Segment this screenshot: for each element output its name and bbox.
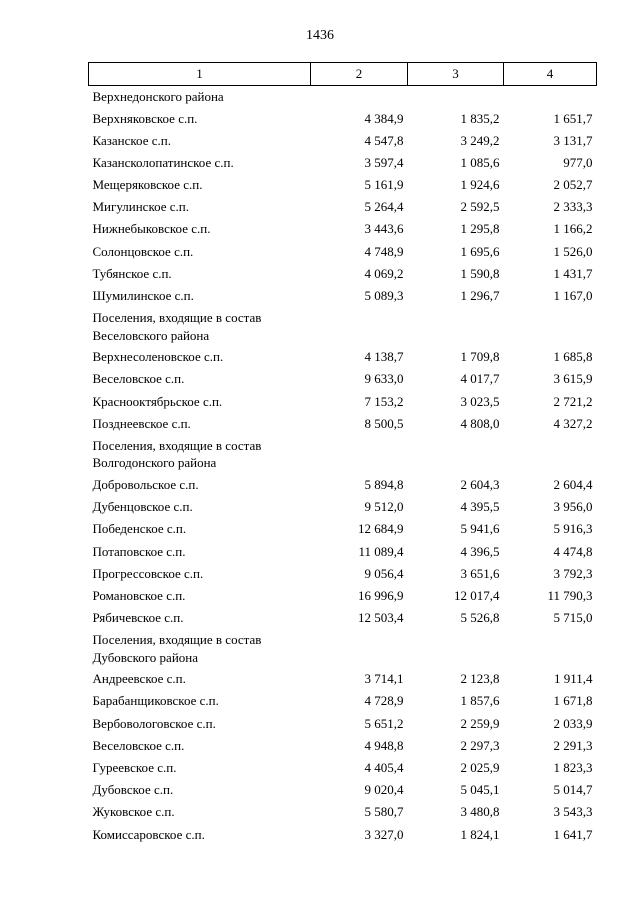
value-col-2 bbox=[311, 629, 408, 668]
table-row bbox=[89, 263, 597, 285]
settlement-name: Нижнебыковское с.п. bbox=[92, 221, 211, 237]
table-row bbox=[89, 563, 597, 585]
settlement-name: Комиссаровское с.п. bbox=[92, 826, 205, 842]
value-col-4: 977,0 bbox=[563, 154, 593, 170]
value-col-2: 4 069,2 bbox=[364, 265, 404, 281]
value-col-4 bbox=[504, 307, 597, 346]
value-col-2: 4 547,8 bbox=[364, 132, 404, 148]
value-col-3: 4 808,0 bbox=[460, 415, 500, 431]
settlement-name: Позднеевское с.п. bbox=[92, 415, 191, 431]
settlement-name: Казанское с.п. bbox=[92, 132, 171, 148]
value-col-3 bbox=[408, 86, 504, 108]
settlement-name: Победенское с.п. bbox=[92, 521, 187, 537]
table-row bbox=[89, 474, 597, 496]
value-col-4: 3 792,3 bbox=[553, 565, 593, 581]
table-row bbox=[89, 607, 597, 629]
value-col-4: 2 033,9 bbox=[553, 715, 593, 731]
value-col-3: 3 249,2 bbox=[460, 132, 500, 148]
settlement-name: Рябичевское с.п. bbox=[92, 610, 184, 626]
value-col-3: 2 604,3 bbox=[460, 476, 500, 492]
district-heading: Верхнедонского района bbox=[92, 89, 224, 104]
value-col-2: 3 714,1 bbox=[364, 671, 404, 687]
value-col-3: 5 526,8 bbox=[460, 610, 500, 626]
value-col-4: 3 543,3 bbox=[553, 804, 593, 820]
settlement-name: Романовское с.п. bbox=[92, 587, 186, 603]
value-col-3: 1 590,8 bbox=[460, 265, 500, 281]
value-col-3: 5 045,1 bbox=[460, 782, 500, 798]
value-col-3: 2 592,5 bbox=[460, 199, 500, 215]
value-col-2: 12 503,4 bbox=[358, 610, 404, 626]
value-col-4: 1 526,0 bbox=[553, 243, 593, 259]
value-col-3: 1 857,6 bbox=[460, 693, 500, 709]
district-heading: Поселения, входящие в состав Веселовского района bbox=[92, 310, 262, 343]
value-col-4: 1 431,7 bbox=[553, 265, 593, 281]
table-row bbox=[89, 196, 597, 218]
page-number: 1436 bbox=[306, 28, 334, 43]
settlement-name: Мещеряковское с.п. bbox=[92, 177, 203, 193]
table-row bbox=[89, 735, 597, 757]
value-col-3: 2 123,8 bbox=[460, 671, 500, 687]
settlement-name: Андреевское с.п. bbox=[92, 671, 186, 687]
value-col-2 bbox=[311, 435, 408, 474]
value-col-2 bbox=[311, 307, 408, 346]
table-row bbox=[89, 824, 597, 846]
table-row bbox=[89, 130, 597, 152]
value-col-3: 4 396,5 bbox=[460, 543, 500, 559]
value-col-3: 4 017,7 bbox=[460, 371, 500, 387]
district-heading-row bbox=[89, 86, 597, 108]
value-col-4: 1 166,2 bbox=[553, 221, 593, 237]
value-col-4: 1 823,3 bbox=[553, 760, 593, 775]
value-col-4: 2 052,7 bbox=[553, 177, 593, 193]
value-col-4: 11 790,3 bbox=[547, 587, 593, 603]
value-col-4: 3 615,9 bbox=[553, 371, 593, 387]
settlement-name: Казансколопатинское с.п. bbox=[92, 154, 234, 170]
value-col-4: 1 651,7 bbox=[553, 110, 593, 126]
value-col-3: 4 395,5 bbox=[460, 499, 500, 515]
settlement-name: Барабанщиковское с.п. bbox=[92, 693, 219, 709]
value-col-4: 2 721,2 bbox=[553, 393, 593, 409]
value-col-3: 3 651,6 bbox=[460, 565, 500, 581]
value-col-4: 3 956,0 bbox=[553, 499, 593, 515]
value-col-2: 9 056,4 bbox=[364, 565, 404, 581]
table-row bbox=[89, 108, 597, 130]
value-col-3: 1 709,8 bbox=[460, 349, 500, 365]
settlement-name: Верхняковское с.п. bbox=[92, 110, 198, 126]
table-row bbox=[89, 801, 597, 823]
value-col-4: 4 327,2 bbox=[553, 415, 593, 431]
value-col-3 bbox=[408, 435, 504, 474]
budget-table bbox=[88, 62, 597, 846]
settlement-name: Тубянское с.п. bbox=[92, 265, 172, 281]
settlement-name: Веселовское с.п. bbox=[92, 737, 185, 753]
column-header-4: 4 bbox=[504, 63, 597, 86]
settlement-name: Прогрессовское с.п. bbox=[92, 565, 204, 581]
table-row bbox=[89, 391, 597, 413]
value-col-4 bbox=[504, 86, 597, 108]
table-row bbox=[89, 174, 597, 196]
value-col-4: 1 671,8 bbox=[553, 693, 593, 709]
column-header-3: 3 bbox=[408, 63, 504, 86]
value-col-4: 1 911,4 bbox=[553, 671, 593, 687]
value-col-2: 4 138,7 bbox=[364, 349, 404, 365]
district-heading: Поселения, входящие в состав Дубовского района bbox=[92, 632, 262, 665]
settlement-name: Краснооктябрьское с.п. bbox=[92, 393, 223, 409]
column-header-2: 2 bbox=[311, 63, 408, 86]
value-col-4: 1 685,8 bbox=[553, 349, 593, 365]
column-header-1: 1 bbox=[89, 63, 311, 86]
value-col-4 bbox=[504, 435, 597, 474]
value-col-2: 5 894,8 bbox=[364, 476, 404, 492]
settlement-name: Солонцовское с.п. bbox=[92, 243, 194, 259]
value-col-3: 1 295,8 bbox=[460, 221, 500, 237]
value-col-3: 1 296,7 bbox=[460, 288, 500, 303]
value-col-2: 5 089,3 bbox=[364, 288, 404, 303]
value-col-2: 4 384,9 bbox=[364, 110, 404, 126]
district-heading: Поселения, входящие в состав Волгодонского района bbox=[92, 437, 262, 471]
district-heading-row bbox=[89, 435, 597, 474]
table-row bbox=[89, 713, 597, 735]
value-col-4: 5 715,0 bbox=[553, 610, 593, 626]
value-col-2: 3 443,6 bbox=[364, 221, 404, 237]
value-col-4: 2 291,3 bbox=[553, 737, 593, 753]
table-body bbox=[89, 86, 597, 846]
table-row bbox=[89, 779, 597, 801]
value-col-2: 3 597,4 bbox=[364, 154, 404, 170]
table-row bbox=[89, 218, 597, 240]
value-col-4: 5 014,7 bbox=[553, 782, 593, 798]
table-row bbox=[89, 413, 597, 435]
value-col-2: 4 948,8 bbox=[364, 737, 404, 753]
value-col-2: 9 512,0 bbox=[364, 499, 404, 515]
district-heading-row bbox=[89, 629, 597, 668]
settlement-name: Верхнесоленовское с.п. bbox=[92, 349, 224, 365]
value-col-2 bbox=[311, 86, 408, 108]
settlement-name: Потаповское с.п. bbox=[92, 543, 186, 559]
value-col-2: 9 020,4 bbox=[364, 782, 404, 798]
settlement-name: Дубенцовское с.п. bbox=[92, 499, 193, 515]
value-col-3: 3 023,5 bbox=[460, 393, 500, 409]
value-col-2: 4 748,9 bbox=[364, 243, 404, 259]
table-row bbox=[89, 346, 597, 368]
settlement-name: Гуреевское с.п. bbox=[92, 760, 177, 775]
value-col-2: 4 728,9 bbox=[364, 693, 404, 709]
value-col-2: 11 089,4 bbox=[358, 543, 404, 559]
settlement-name: Добровольское с.п. bbox=[92, 476, 199, 492]
value-col-4: 2 604,4 bbox=[553, 476, 593, 492]
value-col-3: 1 824,1 bbox=[460, 826, 500, 842]
settlement-name: Веселовское с.п. bbox=[92, 371, 185, 387]
table-row bbox=[89, 668, 597, 690]
settlement-name: Шумилинское с.п. bbox=[92, 288, 194, 303]
value-col-2: 4 405,4 bbox=[364, 760, 404, 775]
value-col-3: 1 695,6 bbox=[460, 243, 500, 259]
value-col-3: 1 835,2 bbox=[460, 110, 500, 126]
settlement-name: Мигулинское с.п. bbox=[92, 199, 190, 215]
value-col-3: 2 025,9 bbox=[460, 760, 500, 775]
table-row bbox=[89, 152, 597, 174]
value-col-3: 12 017,4 bbox=[454, 587, 500, 603]
table-row bbox=[89, 757, 597, 779]
value-col-3 bbox=[408, 307, 504, 346]
table-row bbox=[89, 241, 597, 263]
value-col-3: 2 297,3 bbox=[460, 737, 500, 753]
value-col-4: 1 641,7 bbox=[553, 826, 593, 842]
settlement-name: Дубовское с.п. bbox=[92, 782, 174, 798]
value-col-2: 7 153,2 bbox=[364, 393, 404, 409]
value-col-2: 5 580,7 bbox=[364, 804, 404, 820]
value-col-2: 12 684,9 bbox=[358, 521, 404, 537]
value-col-2: 3 327,0 bbox=[364, 826, 404, 842]
value-col-4 bbox=[504, 629, 597, 668]
table-row bbox=[89, 368, 597, 390]
value-col-3: 1 085,6 bbox=[460, 154, 500, 170]
value-col-4: 5 916,3 bbox=[553, 521, 593, 537]
table-row bbox=[89, 541, 597, 563]
value-col-4: 1 167,0 bbox=[553, 288, 593, 303]
district-heading-row bbox=[89, 307, 597, 346]
value-col-3 bbox=[408, 629, 504, 668]
value-col-2: 8 500,5 bbox=[364, 415, 404, 431]
settlement-name: Жуковское с.п. bbox=[92, 804, 175, 820]
value-col-2: 5 161,9 bbox=[364, 177, 404, 193]
value-col-3: 2 259,9 bbox=[460, 715, 500, 731]
table-row bbox=[89, 518, 597, 540]
table-row bbox=[89, 285, 597, 307]
value-col-4: 3 131,7 bbox=[553, 132, 593, 148]
value-col-2: 5 264,4 bbox=[364, 199, 404, 215]
value-col-4: 4 474,8 bbox=[553, 543, 593, 559]
settlement-name: Вербовологовское с.п. bbox=[92, 715, 216, 731]
value-col-2: 5 651,2 bbox=[364, 715, 404, 731]
value-col-2: 9 633,0 bbox=[364, 371, 404, 387]
table-row bbox=[89, 585, 597, 607]
value-col-2: 16 996,9 bbox=[358, 587, 404, 603]
table-header bbox=[89, 63, 597, 86]
value-col-3: 5 941,6 bbox=[460, 521, 500, 537]
value-col-3: 3 480,8 bbox=[460, 804, 500, 820]
value-col-3: 1 924,6 bbox=[460, 177, 500, 193]
table-row bbox=[89, 690, 597, 712]
table-row bbox=[89, 496, 597, 518]
value-col-4: 2 333,3 bbox=[553, 199, 593, 215]
